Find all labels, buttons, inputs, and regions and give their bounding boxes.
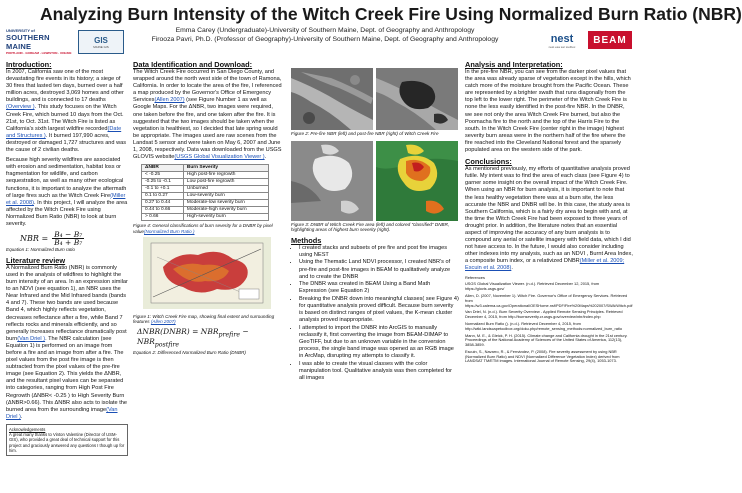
table-cell-dnbr: 0.1 to 0.27: [142, 193, 184, 200]
figure-1-caption: [133, 314, 283, 325]
references-section: [465, 276, 633, 365]
reference-item: Normalized Burn Ratio (). (n.d.). Retrieved December 4, 2015, from http://wiki.landscapetoolbox.org/doku.php/remote_sensing_methods:normalized_burn_ratio: [465, 320, 623, 331]
gis-logo-sub: MAINE GIS: [93, 44, 109, 49]
dnbr-eq-lhs: ΔNBR(DNBR) = NBR: [137, 326, 219, 336]
dnbr-equation: [137, 328, 283, 349]
intro-text-d: Because high severity wildfires are associated with erosion and sedimentation, habitat loss or fragmentation for wildlife, and carbon sequestration, as well as many other ecological functions, it is important to analyze the aftermath of large fires such as the Witch Creek Fire: [6, 157, 127, 199]
dnbr-eq-text: [137, 328, 283, 349]
table-cell-severity: Low post-fire regrowth: [183, 179, 268, 186]
references-heading: References: [465, 274, 485, 280]
nest-logo-text: nest: [550, 33, 574, 45]
column-introduction: [6, 60, 128, 456]
usm-logo-main: SOUTHERN MAINE: [6, 32, 50, 51]
reference-item: Mann, M. E., & Gleick, P. H. (2015). Climate change and California drought in the 21st century. Proceedings of the National Academy of Sciences of the United States of America, 112(13), 3858-3859.: [465, 332, 628, 348]
usm-logo-sub: PORTLAND · GORHAM · LEWISTON · ONLINE: [6, 50, 72, 55]
conclusions-paragraph: [465, 166, 633, 272]
intro-paragraph-2: [6, 157, 128, 228]
poster-header: [0, 0, 742, 60]
figure-4-caption: [133, 223, 283, 234]
nest-logo-sub: nest esa sar toolbox: [548, 45, 576, 49]
figure-2-images: [291, 68, 459, 130]
data-text-a: The Witch Creek Fire occurred in San Diego County, and wrapped around the north west side of the town of Ramona, California. In order to locate the area of the fire, I referenced a map produced by the Governor's Office of Emergency Services: [133, 69, 282, 104]
table-cell-dnbr: -0.1 to +0.1: [142, 186, 184, 193]
burn-severity-table: [141, 164, 269, 221]
figure-2-caption: Figure 2: Pre-fire NBR (left) and post-fire NBR (right) of Witch Creek Fire: [291, 131, 439, 136]
table-cell-severity: Low-severity burn: [183, 193, 268, 200]
table-header-dnbr: ΔNBR: [142, 165, 184, 172]
nbr-equation: [20, 231, 128, 246]
intro-text-e: . In this project, I will analyze the area affected by the Witch Creek Fire using Normalized Burn Ratio (NBR) to look at burn severity.: [6, 199, 128, 227]
methods-item: • I attempted to import the DNBR into ArcGIS to manually reclassify it, first converting the image from BEAM-DIMAP to GeoTIFF, but due to an unknown variable in the conversion process, the single band image was opened as an RGB image in ArcMap, disrupting my attempts to classify it.: [299, 325, 459, 360]
dnbr-eq-mid: − NBR: [137, 326, 249, 347]
data-text-c: .: [264, 154, 267, 161]
usm-logo: [6, 27, 74, 55]
reference-item: Van Driel, N. (n.d.). Burn Severity Overview - Applied Remote Sensing Principles. Retrieved December 4, 2015, from http://burnseverity.cr.usgs.gov/overview/nbr/index.php: [465, 309, 623, 320]
methods-list: [291, 245, 459, 382]
reference-item: Escuin, S., Navarro, R., & Fernández, P. (2008). Fire severity assessment by using NBR (Normalized Burn Ratio) and NDVI (Normalized Difference Vegetation Index) derived from LANDSAT TM/ETM images. International Journal of Remote Sensing, 29(4), 1053-1073.: [465, 348, 620, 364]
ack-heading: Acknowledgements: [9, 426, 46, 432]
table-cell-dnbr: < -0.25: [142, 172, 184, 179]
methods-item: • I was able to create the visual classes with the color manipulation tool. Qualitative analysis was then completed for all images: [299, 361, 459, 382]
vandriel-link-2[interactable]: (Van Driel ): [6, 406, 118, 420]
dnbr-grayscale-image: [291, 141, 373, 221]
table-cell-dnbr: -0.25 to -0.1: [142, 179, 184, 186]
table-cell-dnbr: > 0.66: [142, 214, 184, 221]
allen-link[interactable]: (Allen 2007): [154, 97, 185, 104]
intro-text-b: . This study focuses on the Witch Creek Fire, which burned 10 days from the Oct. 21st, to Oct. 31st. The Witch Fire is listed as California's sixth largest wildfire recorded: [6, 104, 124, 132]
data-text-b: (see Figure Number 1 as well as Google Maps. For the ΔNBR, two images were required, one taken before the fire, and one taken after the fire. It is suggested that the two images should be taken when the vegetation is healthiest, so I decided that late spring would be appropriate. The images used are raw scenes from the Landsat 5 sensor and were taken on May 6, 2007 and June 1, 2008, respectively. Data was downloaded from the USGS GLOVIS website: [133, 97, 282, 161]
analysis-paragraph: In the pre-fire NBR, you can see from the darker pixel values that the area was already sparse of vegetation except in the hills, which catch more of the moisture brought from the Pacific Ocean. These are represented by a brighter swath that runs diagonally from the top left to the lower right. The perimeter of the Witch Creek Fire is none the less easily identified in the post-fire NBR. In the DNBR, we see not only the area Witch Creek Fire burned, but also the Poomacha fire to the north and the top of the Harris Fire to the south. In the Witch Creek Fire (center right in the image) highest severity burn areas were in the northern half of the fire where the fire reached into the Cleveland National forest and the sparsely populated area on the western side of the park.: [465, 69, 631, 154]
methods-item: • Breaking the DNBR down into meaningful classes( see Figure 4) for quantitative analysis proved difficult. Because burn severity is based on distinct ranges of pixel values, the K-mean cluster analysis proved inappropriate.: [299, 296, 459, 324]
date-structures-link[interactable]: (Date and Structures ): [6, 125, 122, 139]
conclusions-text-b: .: [511, 265, 513, 272]
author-block: [120, 26, 530, 44]
litreview-text-c: .: [20, 413, 23, 420]
usm-logo-top: UNIVERSITY of: [6, 27, 35, 33]
nest-logo: [540, 30, 584, 52]
table-cell-dnbr: 0.27 to 0.44: [142, 200, 184, 207]
figure-3-images: [291, 141, 459, 221]
intro-heading: Introduction:: [6, 60, 52, 69]
table-row: [142, 172, 269, 179]
table-row: [142, 193, 269, 200]
table-cell-severity: High post-fire regrowth: [183, 172, 268, 179]
nbr-eq-fraction: [52, 231, 84, 246]
nbr-eq-numerator: B₄ − B₇: [54, 230, 83, 240]
conclusions-heading: Conclusions:: [465, 157, 512, 167]
data-paragraph: [133, 69, 283, 161]
table-row: [142, 214, 269, 221]
nbr-eq-denominator: B₄ + B₇: [54, 238, 83, 248]
column-analysis: [465, 60, 633, 366]
nbr-wiki-link[interactable]: (Normalized Burn Ratio ): [143, 228, 195, 234]
table-header-severity: Burn Severity: [183, 165, 268, 172]
methods-item: • Using the Thematic Land NDVI processor, I created NBR's of pre-fire and post-fire images in BEAM to qualitatively analyze and to create the DNBR: [299, 259, 459, 280]
table-row: [142, 207, 269, 214]
figure-3-caption: Figure 3: DNBR of Witch Creek Fire area (left) and colored "classified" DNBR, highlighting areas of highest burn severity (right).: [291, 221, 450, 233]
figure-1-caption-text: Figure 1: Witch Creek Fire map, showing final extent and surrounding features: [133, 313, 275, 325]
litreview-text-b: . The NBR calculation (see Equation 1) is performed on an image from before a fire and an image from after a fire. The pixel values from the post fire image is then subtracted from the pixel values of the pre-fire image (see Equation 2). This yields the ΔNBR, and the resultant pixel values can be separated into categories, ranging from High Post Fire Regrowth (ΔNBR< -0.25 ) to High Severity Burn (ΔNBR>0.66). This ΔNBR also acts to isolate the burned area from the surrounding image: [6, 335, 128, 413]
miller-escuin-link[interactable]: (Miller et al. 2009; Escuin et al. 2008): [465, 258, 625, 272]
table-row: [142, 186, 269, 193]
gis-logo: [78, 30, 124, 54]
table-row: [142, 200, 269, 207]
litreview-text-a: A Normalized Burn Ratio (NBR) is commonly used in the analysis of wildfires to highlight the burn intensity of an area. In an expression similar to an NDVI (see equation 1), an NBR uses the Near Infrared and the Mid Infrared bands (bands 4 and 7). These two bands are used because Band 4, which highly reflects vegetation, decreases reflectance after a fire, while Band 7 reflects rocks and minerals efficiently, and so generally increases reflectance dramatically post burn: [6, 264, 128, 342]
table-cell-severity: Unburned: [183, 186, 268, 193]
beam-logo: BEAM: [588, 31, 632, 49]
data-heading: Data Identification and Download:: [133, 60, 253, 69]
dnbr-classified-image: [376, 141, 458, 221]
table-cell-severity: Moderate-low severity burn: [183, 200, 268, 207]
column-data: [133, 60, 283, 358]
author-line-2: Firooza Pavri, Ph.D. (Professor of Geography)-University of Southern Maine, Dept. of Geography and Anthropology: [151, 36, 499, 43]
witch-fire-map-figure-1: [143, 237, 271, 309]
allen-link-2[interactable]: (Allen 2007): [150, 319, 176, 325]
methods-item: • I created stacks and subsets of pre fire and post fire images using NEST: [299, 245, 459, 259]
conclusions-text-a: As mentioned previously, my efforts of quantitative analysis proved futile. My intent was to find the area of each class (see Figure 4) to garner some insight on the overall impact of the Witch Creek Fire. When using an NBR for burn analysis, it is important to note that the less healthy vegetation there was at a burn site, the less accurate the NBR and DNBR will be. In this case, the study area is Southern California, which is a fairly dry area to begin with and, at the time the Witch Creek Fire had been exposed to three years of drought prior. In addition, the literature notes that an essential aspect of improving the accuracy of any burn analysis is to compound any aerial or satellite imagery with field data, which I did not have access to. In the future, I would also consider including other indexes into my analysis, such as an NDVI , Burnt Area Index, a composite burn index, or a relativized DNBR: [465, 166, 633, 265]
ack-text: A great many thanks to Vinton Valentine (Director of USM-GIS), who provided a great deal of technical support for this project and graciously answered any questions I though up for him.: [9, 432, 125, 453]
miller-link[interactable]: (Miller et al. 2008): [6, 192, 126, 206]
dnbr-eq-sub2: postfire: [154, 341, 180, 349]
prefire-nbr-image: [291, 68, 373, 130]
poster-title: Analyzing Burn Intensity of the Witch Creek Fire Using Normalized Burn Ratio (NBR): [40, 4, 742, 24]
table-cell-severity: Moderate-high severity burn: [183, 207, 268, 214]
reference-item: USGS Global Visualization Viewer. (n.d.). Retrieved December 12, 2015, from https://glovis.usgs.gov/: [465, 281, 600, 292]
intro-text-c: . It burned 197,990 acres, destroyed or damaged 1,727 structures and was the cause of 2 civilian deaths.: [6, 132, 127, 154]
intro-text-a: In 2007, California saw one of the most devastating fire events in its history; a siege of 30 fires that lasted ten days, burned over a half million acres, destroyed 3,069 homes and other buildings, and is connected to 17 deaths: [6, 69, 124, 104]
table-cell-dnbr: 0.44 to 0.66: [142, 207, 184, 214]
figure-4-caption-text: Figure 4: General classifications of burn severity for a DNBR by pixel value: [133, 223, 273, 234]
methods-item: • The DNBR was created in BEAM Using a Band Math Expression (see Equation 2): [299, 281, 459, 295]
nbr-eq-lhs: NBR =: [20, 234, 49, 244]
vandriel-link-1[interactable]: (Van Driel ): [17, 335, 46, 342]
acknowledgements-box: [6, 424, 128, 456]
author-line-1: Emma Carey (Undergraduate)-University of Southern Maine, Dept. of Geography and Anthropology: [175, 27, 475, 34]
equation-1-caption: Equation 1: Normalized Burn ratio: [6, 247, 75, 253]
table-cell-severity: High-severity burn: [183, 214, 268, 221]
intro-paragraph-1: [6, 69, 128, 154]
table-row: [142, 179, 269, 186]
analysis-heading: Analysis and Interpretation:: [465, 60, 563, 69]
column-figures-methods: [291, 60, 459, 383]
postfire-nbr-image: [376, 68, 458, 130]
reference-item: Allen, D. (2007, November 1). Witch Fire. Governor's Office of Emergency Services. Retrieved from https://w3.calema.ca.gov/Operational/OESHome.nsf/PDF/Fire%20Maps%202007/SWA/Witch.pdf: [465, 292, 633, 308]
overview-link[interactable]: (Overview ): [6, 104, 35, 111]
dnbr-eq-sub1: prefire: [218, 331, 241, 339]
litreview-heading: Literature review: [6, 255, 66, 265]
litreview-paragraph: [6, 265, 128, 421]
methods-heading: Methods: [291, 235, 322, 245]
equation-2-caption: Equation 2: Differenced Normalized Burn Ratio (DNBR): [133, 349, 246, 355]
glovis-link[interactable]: (USGS Global Visualization Viewer ): [174, 154, 265, 161]
gis-logo-text: GIS: [94, 35, 108, 45]
